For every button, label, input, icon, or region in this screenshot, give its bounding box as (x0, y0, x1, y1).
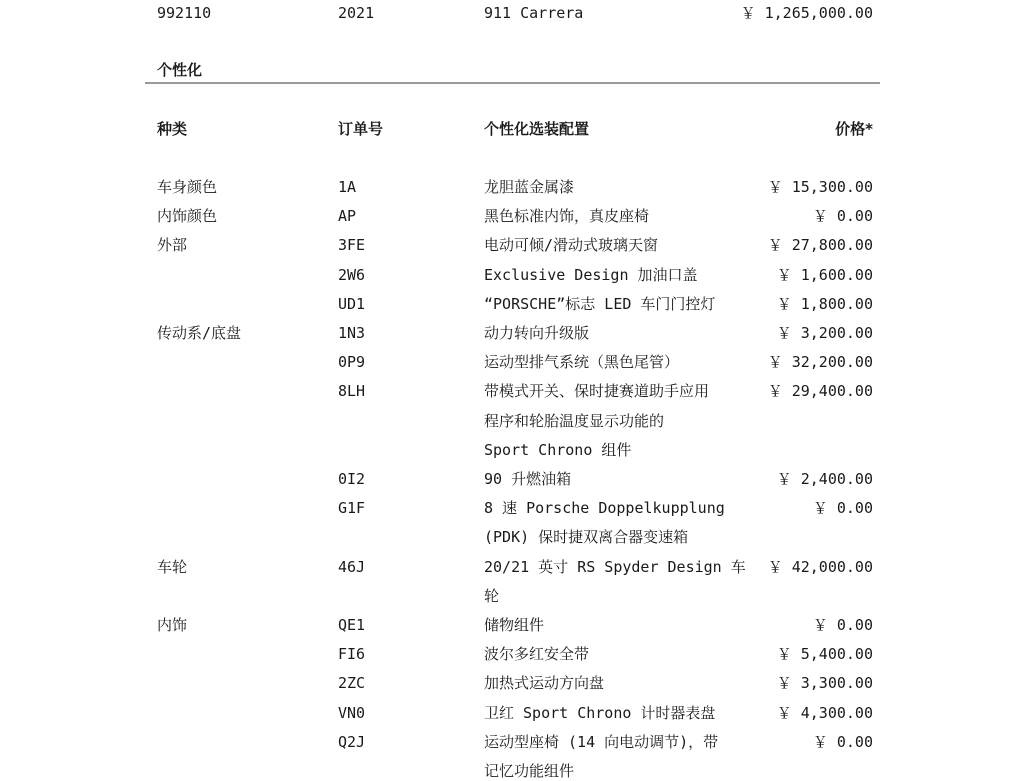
row-price: ￥ 32,200.00 (767, 353, 873, 371)
row-option-desc: 20/21 英寸 RS Spyder Design 车 (484, 558, 746, 576)
section-divider (145, 82, 880, 84)
row-order-code: 0P9 (338, 353, 366, 371)
row-option-desc: 储物组件 (484, 616, 545, 634)
row-price: ￥ 15,300.00 (767, 178, 873, 196)
row-order-code: FI6 (338, 645, 366, 663)
model-code: 992110 (157, 4, 212, 22)
row-option-desc: 波尔多红安全带 (484, 645, 590, 663)
row-option-desc: 轮 (484, 587, 500, 605)
row-option-desc: Exclusive Design 加油口盖 (484, 266, 698, 284)
row-option-desc: 运动型座椅 (14 向电动调节)，带 (484, 733, 719, 751)
row-order-code: 8LH (338, 382, 366, 400)
row-order-code: AP (338, 207, 357, 225)
header-category: 种类 (157, 120, 188, 138)
model-name: 911 Carrera (484, 4, 584, 22)
row-price: ￥ 4,300.00 (776, 704, 873, 722)
row-option-desc: (PDK) 保时捷双离合器变速箱 (484, 528, 689, 546)
row-option-desc: 卫红 Sport Chrono 计时器表盘 (484, 704, 716, 722)
row-order-code: QE1 (338, 616, 366, 634)
row-option-desc: 动力转向升级版 (484, 324, 590, 342)
row-option-desc: 带模式开关、保时捷赛道助手应用 (484, 382, 710, 400)
row-order-code: 1A (338, 178, 357, 196)
row-option-desc: 90 升燃油箱 (484, 470, 572, 488)
model-price: ￥ 1,265,000.00 (740, 4, 873, 22)
row-category: 车身颜色 (157, 178, 218, 196)
row-price: ￥ 27,800.00 (767, 236, 873, 254)
row-order-code: 2W6 (338, 266, 366, 284)
row-price: ￥ 42,000.00 (767, 558, 873, 576)
row-order-code: 0I2 (338, 470, 366, 488)
row-price: ￥ 0.00 (812, 207, 873, 225)
row-option-desc: 加热式运动方向盘 (484, 674, 605, 692)
row-order-code: Q2J (338, 733, 366, 751)
row-option-desc: Sport Chrono 组件 (484, 441, 632, 459)
row-option-desc: 运动型排气系统（黑色尾管） (484, 353, 680, 371)
row-category: 外部 (157, 236, 188, 254)
row-order-code: G1F (338, 499, 366, 517)
row-price: ￥ 1,600.00 (776, 266, 873, 284)
row-option-desc: 程序和轮胎温度显示功能的 (484, 412, 665, 430)
model-year: 2021 (338, 4, 375, 22)
row-price: ￥ 5,400.00 (776, 645, 873, 663)
row-price: ￥ 0.00 (812, 733, 873, 751)
row-option-desc: “PORSCHE”标志 LED 车门门控灯 (484, 295, 716, 313)
header-option: 个性化选装配置 (484, 120, 590, 138)
row-price: ￥ 29,400.00 (767, 382, 873, 400)
row-option-desc: 8 速 Porsche Doppelkupplung (484, 499, 725, 517)
row-order-code: 2ZC (338, 674, 366, 692)
row-order-code: 1N3 (338, 324, 366, 342)
section-title: 个性化 (157, 61, 203, 79)
row-category: 内饰 (157, 616, 188, 634)
row-order-code: VN0 (338, 704, 366, 722)
row-price: ￥ 3,300.00 (776, 674, 873, 692)
row-price: ￥ 3,200.00 (776, 324, 873, 342)
row-category: 传动系/底盘 (157, 324, 242, 342)
row-option-desc: 记忆功能组件 (484, 762, 575, 780)
row-price: ￥ 1,800.00 (776, 295, 873, 313)
header-price: 价格* (835, 120, 873, 138)
header-order-no: 订单号 (338, 120, 384, 138)
row-price: ￥ 0.00 (812, 616, 873, 634)
row-option-desc: 黑色标准内饰，真皮座椅 (484, 207, 650, 225)
row-category: 内饰颜色 (157, 207, 218, 225)
row-price: ￥ 0.00 (812, 499, 873, 517)
row-option-desc: 电动可倾/滑动式玻璃天窗 (484, 236, 659, 254)
row-category: 车轮 (157, 558, 188, 576)
row-option-desc: 龙胆蓝金属漆 (484, 178, 575, 196)
row-order-code: 46J (338, 558, 366, 576)
row-order-code: 3FE (338, 236, 366, 254)
row-price: ￥ 2,400.00 (776, 470, 873, 488)
row-order-code: UD1 (338, 295, 366, 313)
